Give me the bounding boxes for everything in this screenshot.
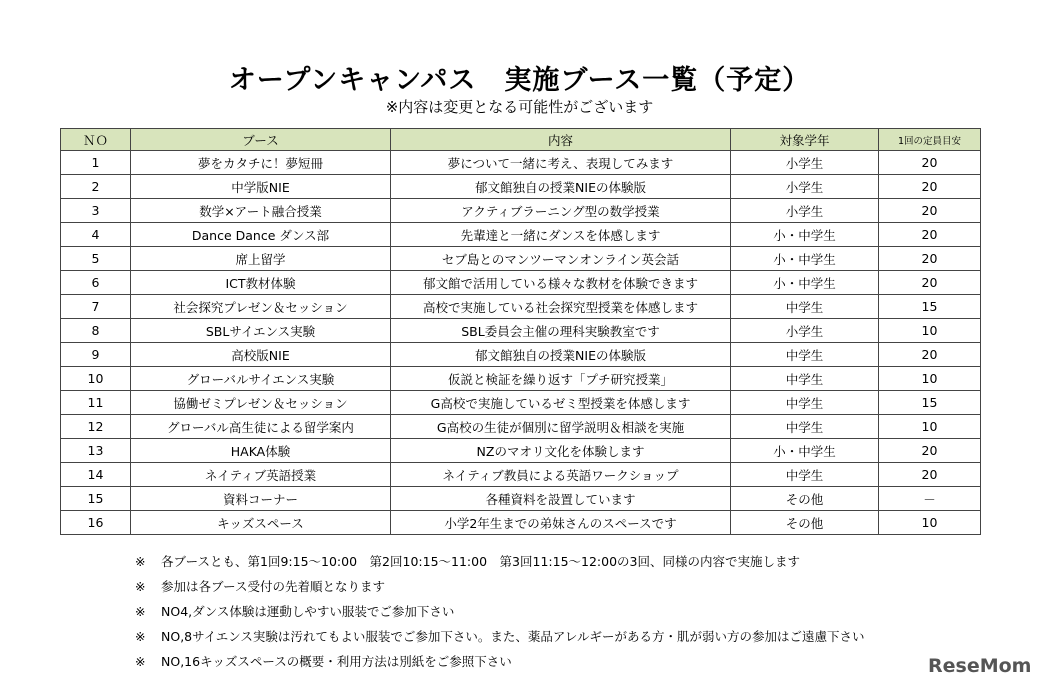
note-item: [135, 603, 865, 628]
note-item: [135, 578, 865, 603]
cell-booth: 夢をカタチに！夢短冊: [131, 151, 391, 175]
cell-capacity: 15: [879, 295, 981, 319]
cell-grade: 中学生: [731, 295, 879, 319]
cell-grade: 小学生: [731, 151, 879, 175]
cell-capacity: 20: [879, 199, 981, 223]
cell-content: 先輩達と一緒にダンスを体感します: [391, 223, 731, 247]
cell-content: セブ島とのマンツーマンオンライン英会話: [391, 247, 731, 271]
note-text: NO,8サイエンス実験は汚れてもよい服装でご参加下さい。また、薬品アレルギーがある方・肌が弱い方の参加はご遠慮下さい: [161, 629, 865, 644]
table-row: [61, 223, 981, 247]
table-row: [61, 415, 981, 439]
note-item: [135, 628, 865, 653]
note-text: 参加は各ブース受付の先着順となります: [161, 579, 386, 594]
cell-capacity: 20: [879, 175, 981, 199]
cell-grade: 小・中学生: [731, 271, 879, 295]
table-header-row: [61, 129, 981, 151]
cell-content: 郁文館独自の授業NIEの体験版: [391, 175, 731, 199]
note-mark: ※: [135, 629, 146, 644]
booth-table: [60, 128, 981, 535]
table-row: [61, 319, 981, 343]
table-row: [61, 343, 981, 367]
cell-grade: 小学生: [731, 319, 879, 343]
cell-capacity: 20: [879, 223, 981, 247]
cell-booth: ICT教材体験: [131, 271, 391, 295]
cell-no: 7: [61, 295, 131, 319]
cell-capacity: 15: [879, 391, 981, 415]
cell-no: 12: [61, 415, 131, 439]
cell-content: 各種資料を設置しています: [391, 487, 731, 511]
table-row: [61, 271, 981, 295]
cell-grade: 中学生: [731, 415, 879, 439]
note-text: NO4,ダンス体験は運動しやすい服装でご参加下さい: [161, 604, 455, 619]
cell-booth: 中学版NIE: [131, 175, 391, 199]
cell-no: 16: [61, 511, 131, 535]
cell-booth: SBLサイエンス実験: [131, 319, 391, 343]
cell-capacity: 20: [879, 271, 981, 295]
note-item: [135, 553, 865, 578]
cell-content: 高校で実施している社会探究型授業を体感します: [391, 295, 731, 319]
cell-content: SBL委員会主催の理科実験教室です: [391, 319, 731, 343]
resemom-logo: ReseMom: [928, 655, 1032, 677]
cell-booth: グローバルサイエンス実験: [131, 367, 391, 391]
cell-booth: 協働ゼミプレゼン＆セッション: [131, 391, 391, 415]
cell-grade: 中学生: [731, 463, 879, 487]
cell-content: 郁文館独自の授業NIEの体験版: [391, 343, 731, 367]
page-subtitle: ※内容は変更となる可能性がございます: [385, 98, 654, 116]
cell-no: 8: [61, 319, 131, 343]
table-row: [61, 151, 981, 175]
cell-no: 1: [61, 151, 131, 175]
cell-no: 4: [61, 223, 131, 247]
cell-no: 11: [61, 391, 131, 415]
cell-grade: 小・中学生: [731, 439, 879, 463]
header-no: ＮＯ: [61, 129, 131, 151]
cell-no: 3: [61, 199, 131, 223]
cell-booth: 席上留学: [131, 247, 391, 271]
table-row: [61, 487, 981, 511]
notes-section: [135, 553, 865, 678]
cell-capacity: 20: [879, 151, 981, 175]
header-capacity: 1回の定員目安: [879, 129, 981, 151]
cell-content: 郁文館で活用している様々な教材を体験できます: [391, 271, 731, 295]
table-row: [61, 463, 981, 487]
cell-content: G高校で実施しているゼミ型授業を体感します: [391, 391, 731, 415]
cell-booth: キッズスペース: [131, 511, 391, 535]
cell-content: 夢について一緒に考え、表現してみます: [391, 151, 731, 175]
page-title: オープンキャンパス 実施ブース一覧（予定）: [228, 65, 811, 96]
cell-grade: 小学生: [731, 199, 879, 223]
table-row: [61, 199, 981, 223]
note-text: 各ブースとも、第1回9:15～10:00 第2回10:15～11:00 第3回11:15～12:00の3回、同様の内容で実施します: [161, 554, 800, 569]
cell-capacity: 20: [879, 463, 981, 487]
header-booth: ブース: [131, 129, 391, 151]
note-mark: ※: [135, 579, 146, 594]
cell-booth: ネイティブ英語授業: [131, 463, 391, 487]
cell-capacity: －: [879, 487, 981, 511]
note-mark: ※: [135, 654, 146, 669]
cell-content: 小学2年生までの弟妹さんのスペースです: [391, 511, 731, 535]
cell-content: ネイティブ教員による英語ワークショップ: [391, 463, 731, 487]
cell-capacity: 10: [879, 511, 981, 535]
cell-booth: 社会探究プレゼン＆セッション: [131, 295, 391, 319]
cell-no: 14: [61, 463, 131, 487]
cell-no: 10: [61, 367, 131, 391]
cell-booth: HAKA体験: [131, 439, 391, 463]
cell-no: 5: [61, 247, 131, 271]
cell-capacity: 20: [879, 343, 981, 367]
cell-no: 2: [61, 175, 131, 199]
table-row: [61, 511, 981, 535]
cell-content: G高校の生徒が個別に留学説明＆相談を実施: [391, 415, 731, 439]
cell-grade: 中学生: [731, 391, 879, 415]
cell-content: 仮説と検証を繰り返す「プチ研究授業」: [391, 367, 731, 391]
note-mark: ※: [135, 554, 146, 569]
cell-booth: 高校版NIE: [131, 343, 391, 367]
cell-grade: その他: [731, 487, 879, 511]
table-row: [61, 175, 981, 199]
header-grade: 対象学年: [731, 129, 879, 151]
cell-capacity: 20: [879, 439, 981, 463]
cell-no: 9: [61, 343, 131, 367]
cell-capacity: 10: [879, 415, 981, 439]
table-row: [61, 367, 981, 391]
cell-booth: 数学×アート融合授業: [131, 199, 391, 223]
header-content: 内容: [391, 129, 731, 151]
cell-capacity: 10: [879, 367, 981, 391]
cell-grade: 小・中学生: [731, 223, 879, 247]
note-mark: ※: [135, 604, 146, 619]
cell-booth: 資料コーナー: [131, 487, 391, 511]
cell-grade: 中学生: [731, 343, 879, 367]
table-row: [61, 391, 981, 415]
table-row: [61, 439, 981, 463]
cell-content: NZのマオリ文化を体験します: [391, 439, 731, 463]
cell-grade: 小学生: [731, 175, 879, 199]
note-text: NO,16キッズスペースの概要・利用方法は別紙をご参照下さい: [161, 654, 512, 669]
cell-no: 6: [61, 271, 131, 295]
cell-no: 15: [61, 487, 131, 511]
cell-grade: 中学生: [731, 367, 879, 391]
cell-grade: 小・中学生: [731, 247, 879, 271]
table-row: [61, 247, 981, 271]
table-row: [61, 295, 981, 319]
cell-content: アクティブラーニング型の数学授業: [391, 199, 731, 223]
cell-no: 13: [61, 439, 131, 463]
cell-capacity: 20: [879, 247, 981, 271]
cell-grade: その他: [731, 511, 879, 535]
note-item: [135, 653, 865, 678]
cell-capacity: 10: [879, 319, 981, 343]
cell-booth: グローバル高生徒による留学案内: [131, 415, 391, 439]
cell-booth: Dance Dance ダンス部: [131, 223, 391, 247]
